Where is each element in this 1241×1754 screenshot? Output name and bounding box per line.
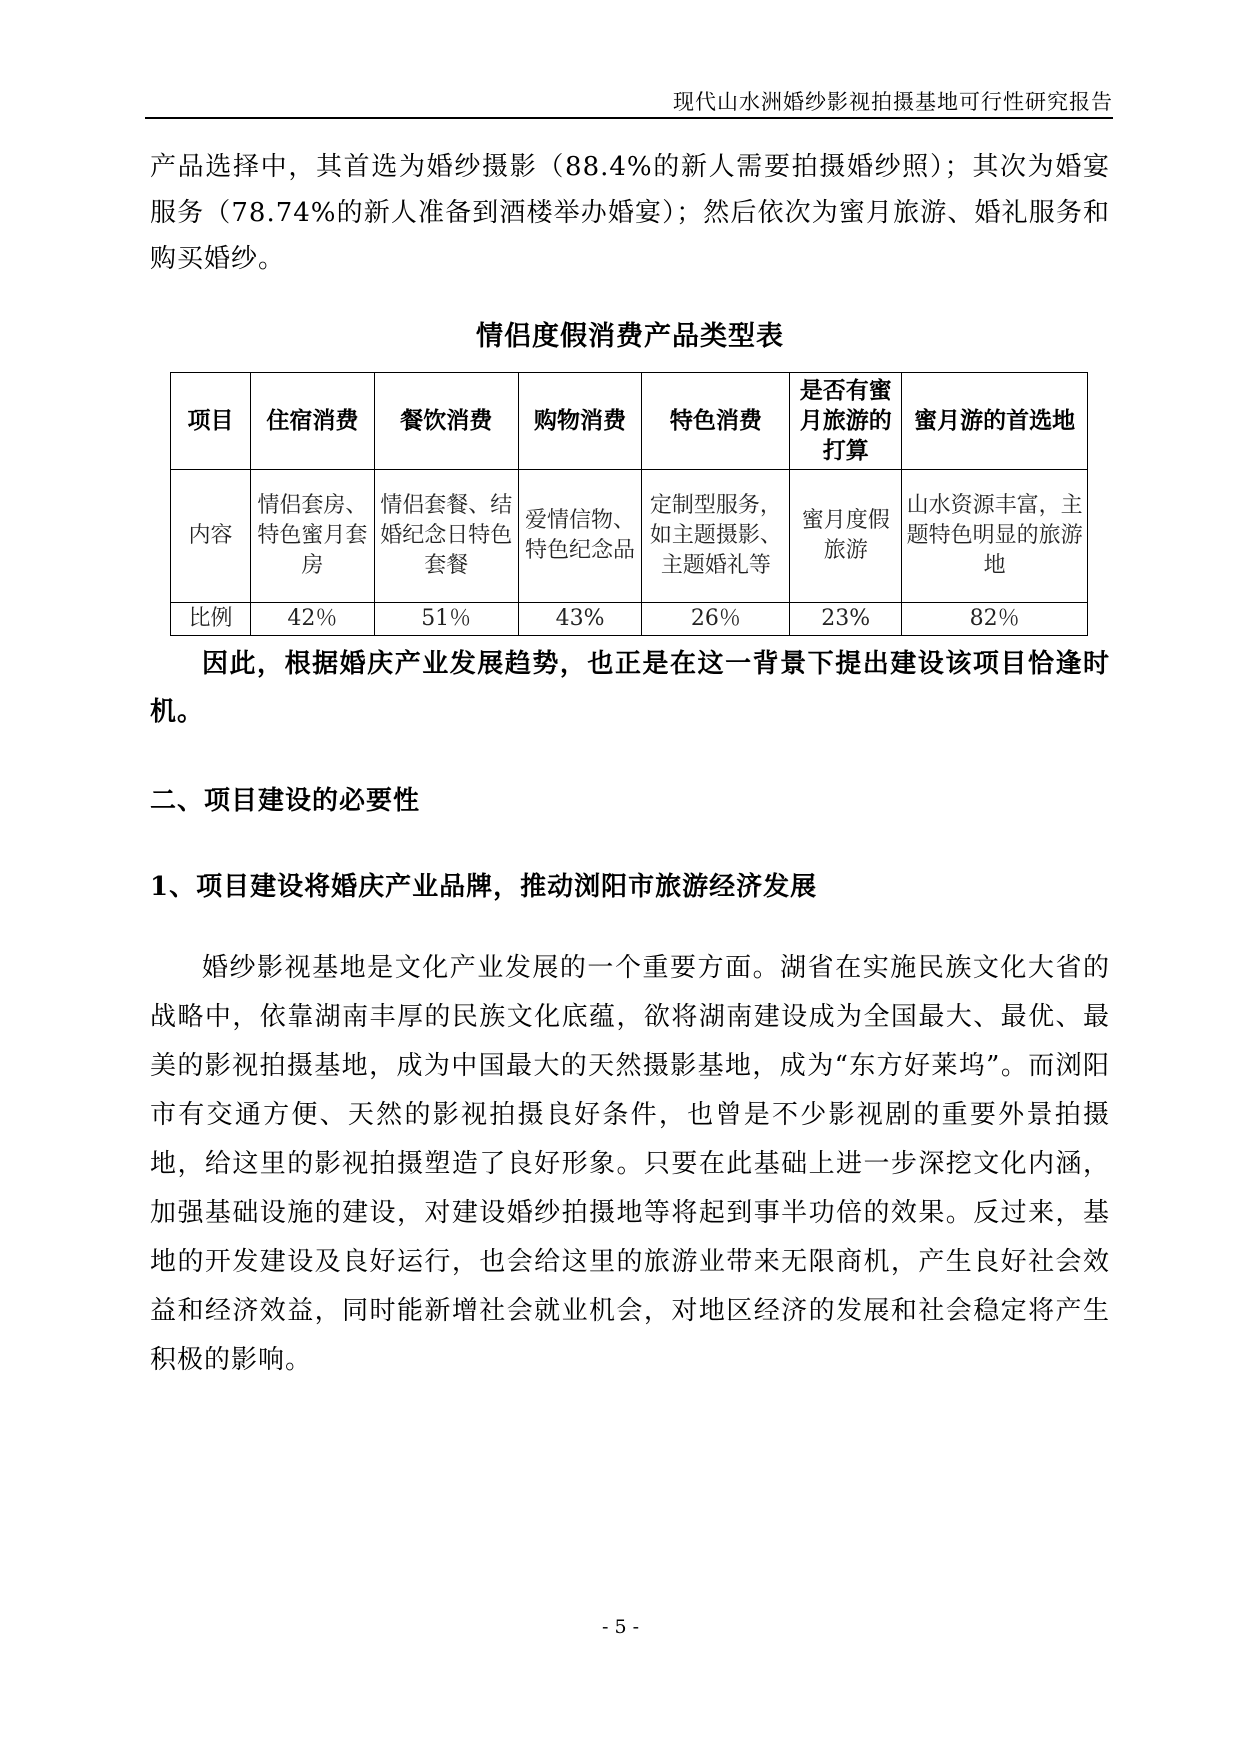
table-title: 情侣度假消费产品类型表 bbox=[476, 321, 784, 352]
table-cell: 51％ bbox=[374, 603, 518, 636]
paragraph-conclusion: 因此，根据婚庆产业发展趋势，也正是在这一背景下提出建设该项目恰逢时机。 bbox=[150, 649, 1110, 727]
header-divider bbox=[145, 117, 1113, 119]
table-header-cell: 蜜月游的首选地 bbox=[902, 373, 1088, 470]
table-header-cell: 购物消费 bbox=[518, 373, 642, 470]
table-header-cell: 特色消费 bbox=[642, 373, 790, 470]
table-cell: 比例 bbox=[171, 603, 251, 636]
table-header-cell: 住宿消费 bbox=[250, 373, 374, 470]
table-cell: 定制型服务，如主题摄影、主题婚礼等 bbox=[642, 470, 790, 603]
table-row bbox=[171, 603, 1088, 636]
running-header: 现代山水洲婚纱影视拍摄基地可行性研究报告 bbox=[673, 90, 1113, 114]
page-number: - 5 - bbox=[601, 1616, 639, 1638]
table-cell: 82％ bbox=[902, 603, 1088, 636]
table-cell: 情侣套餐、结婚纪念日特色套餐 bbox=[374, 470, 518, 603]
table-cell: 内容 bbox=[171, 470, 251, 603]
section-heading: 二、项目建设的必要性 bbox=[150, 786, 421, 816]
table-cell: 26％ bbox=[642, 603, 790, 636]
table-header-cell: 是否有蜜月旅游的打算 bbox=[790, 373, 902, 470]
table-header-cell: 项目 bbox=[171, 373, 251, 470]
table-row bbox=[171, 470, 1088, 603]
table-cell: 42％ bbox=[250, 603, 374, 636]
table-cell: 23% bbox=[790, 603, 902, 636]
subsection-heading: 1、项目建设将婚庆产业品牌，推动浏阳市旅游经济发展 bbox=[150, 872, 818, 902]
table-cell: 蜜月度假旅游 bbox=[790, 470, 902, 603]
table-header-cell: 餐饮消费 bbox=[374, 373, 518, 470]
table-header-row bbox=[171, 373, 1088, 470]
table-cell: 情侣套房、特色蜜月套房 bbox=[250, 470, 374, 603]
paragraph-intro: 产品选择中，其首选为婚纱摄影（88.4%的新人需要拍摄婚纱照）；其次为婚宴服务（78.74%的新人准备到酒楼举办婚宴）；然后依次为蜜月旅游、婚礼服务和购买婚纱。 bbox=[150, 152, 1110, 274]
table-cell: 爱情信物、特色纪念品 bbox=[518, 470, 642, 603]
table-cell: 43% bbox=[518, 603, 642, 636]
paragraph-body: 婚纱影视基地是文化产业发展的一个重要方面。湖省在实施民族文化大省的战略中，依靠湖南丰厚的民族文化底蕴，欲将湖南建设成为全国最大、最优、最美的影视拍摄基地，成为中国最大的天然摄影基地，成为“东方好莱坞”。而浏阳市有交通方便、天然的影视拍摄良好条件，也曾是不少影视剧的重要外景拍摄地，给这里的影视拍摄塑造了良好形象。只要在此基础上进一步深挖文化内涵，加强基础设施的建设，对建设婚纱拍摄地等将起到事半功倍的效果。反过来，基地的开发建设及良好运行，也会给这里的旅游业带来无限商机，产生良好社会效益和经济效益，同时能新增社会就业机会，对地区经济的发展和社会稳定将产生积极的影响。 bbox=[150, 953, 1110, 1375]
product-type-table bbox=[170, 372, 1088, 636]
table-cell: 山水资源丰富，主题特色明显的旅游地 bbox=[902, 470, 1088, 603]
